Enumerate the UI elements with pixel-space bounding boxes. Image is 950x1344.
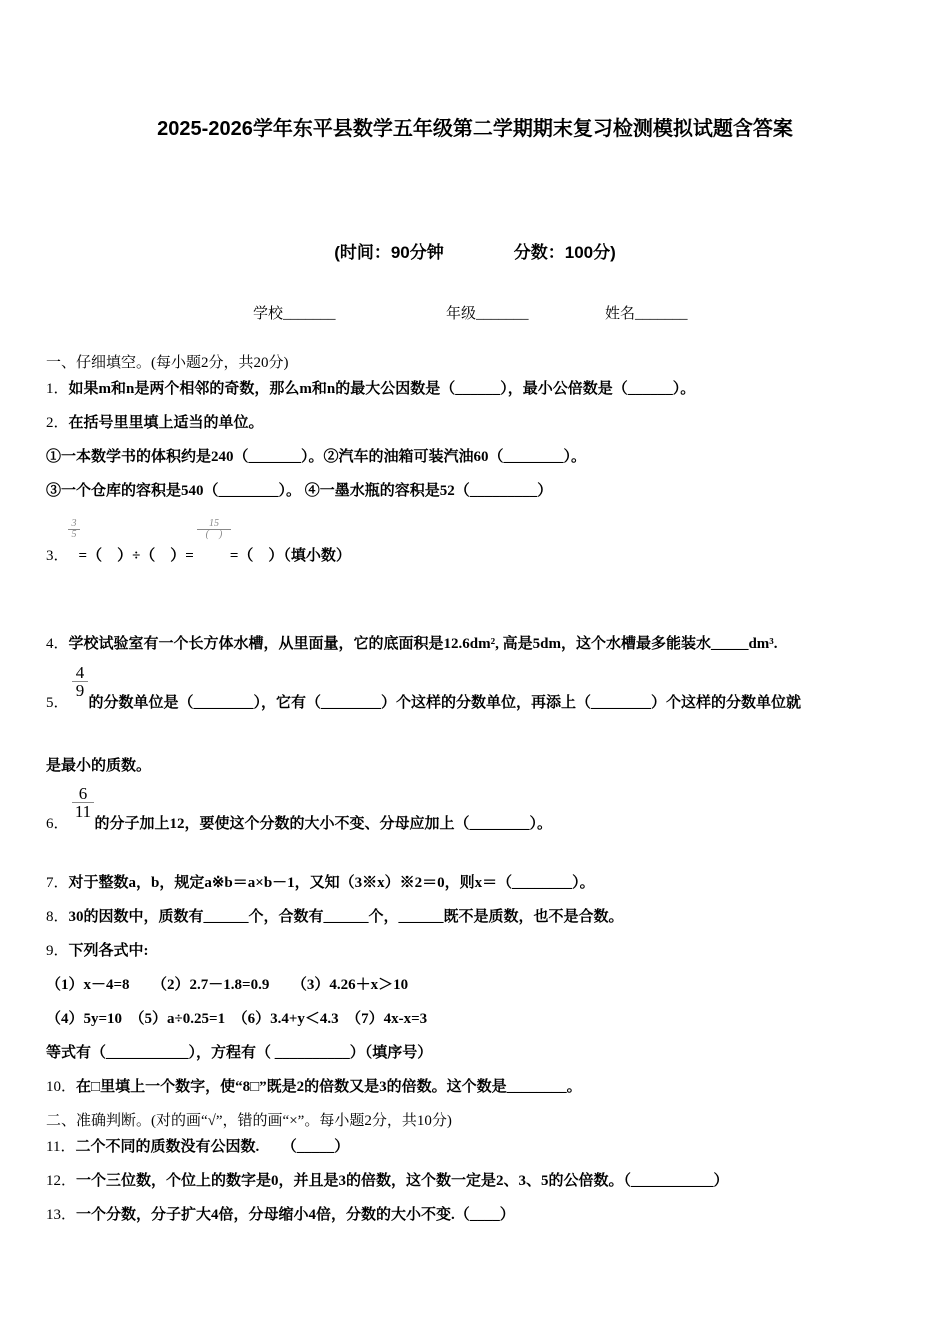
fraction-denominator: 5 <box>71 529 77 540</box>
question-text: 一个三位数，个位上的数字是0，并且是3的倍数，这个数一定是2、3、5的公倍数。（___________） <box>76 1173 729 1189</box>
question-number: 12． <box>46 1173 77 1189</box>
fraction-denominator: ( ) <box>205 529 223 540</box>
question-12 <box>46 1169 729 1190</box>
score-label: 分数：100分) <box>513 243 616 262</box>
question-text: 对于整数a，b，规定a※b＝a×b－1，又知（3※x）※2＝0，则x＝（________）。 <box>68 875 595 891</box>
fraction-numerator: 4 <box>75 663 85 682</box>
question-number: 7． <box>46 875 69 891</box>
question-text: 下列各式中: <box>68 943 149 959</box>
question-number: 9． <box>46 943 69 959</box>
question-text: 学校试验室有一个长方体水槽，从里面量，它的底面积是12.6dm², 高是5dm，这个水槽最多能装水_____dm³. <box>68 636 778 652</box>
exam-subtitle <box>0 238 950 263</box>
question-number: 6． <box>46 816 69 832</box>
name-field: 姓名_______ <box>605 306 688 322</box>
question-10 <box>46 1075 582 1096</box>
question-number: 11． <box>46 1139 76 1155</box>
question-text: 在□里填上一个数字，使“8□”既是2的倍数又是3的倍数。这个数是________。 <box>76 1079 582 1095</box>
question-2-line-b: ③一个仓库的容积是540（________）。 ④一墨水瓶的容积是52（_________） <box>46 483 553 499</box>
time-label: (时间：90分钟 <box>334 243 444 262</box>
question-text: 的分数单位是（________），它有（________）个这样的分数单位，再添上（________）个这样的分数单位就 <box>88 695 802 711</box>
question-number: 3． <box>46 548 69 564</box>
question-4 <box>46 632 778 653</box>
question-number: 5． <box>46 695 69 711</box>
question-text: 二个不同的质数没有公因数. （_____） <box>75 1139 350 1155</box>
section-2-heading: 二、准确判断。(对的画“√”，错的画“×”。每小题2分，共10分) <box>46 1113 452 1129</box>
question-part-2: =（ ）（填小数） <box>229 548 351 564</box>
question-9-line-c: 等式有（___________），方程有（ __________）（填序号） <box>46 1045 433 1061</box>
question-number: 8． <box>46 909 69 925</box>
question-8 <box>46 905 624 926</box>
fraction-numerator: 3 <box>71 518 77 529</box>
grade-field: 年级_______ <box>446 306 529 322</box>
question-5-continued: 是最小的质数。 <box>46 758 152 774</box>
question-number: 10． <box>46 1079 77 1095</box>
question-9-line-b: （4）5y=10 （5）a÷0.25=1 （6）3.4+y＜4.3 （7）4x-x=3 <box>46 1011 428 1027</box>
question-7 <box>46 871 595 892</box>
question-number: 2． <box>46 415 69 431</box>
question-text: 在括号里里填上适当的单位。 <box>68 415 264 431</box>
school-field: 学校_______ <box>253 306 336 322</box>
question-6 <box>46 812 552 833</box>
question-text: 如果m和n是两个相邻的奇数，那么m和n的最大公因数是（______），最小公倍数是（______）。 <box>68 381 696 397</box>
question-text: 30的因数中，质数有______个，合数有______个，______既不是质数，也不是合数。 <box>68 909 624 925</box>
question-number: 13． <box>46 1207 77 1223</box>
fraction-15-blank <box>197 519 231 540</box>
fraction-denominator: 9 <box>75 681 85 700</box>
fraction-numerator: 6 <box>78 784 88 803</box>
question-13 <box>46 1203 515 1224</box>
question-5 <box>46 691 801 712</box>
question-number: 4． <box>46 636 69 652</box>
question-number: 1． <box>46 381 69 397</box>
question-9-line-a: （1）x－4=8 （2）2.7－1.8=0.9 （3）4.26＋x＞10 <box>46 977 409 993</box>
fraction-3-5 <box>68 519 80 540</box>
exam-title: 2025-2026学年东平县数学五年级第二学期期末复习检测模拟试题含答案 <box>157 118 793 140</box>
question-part-1: =（ ）÷（ ）= <box>78 548 194 564</box>
question-text: 一个分数，分子扩大4倍，分母缩小4倍，分数的大小不变.（____） <box>76 1207 515 1223</box>
fraction-numerator: 15 <box>209 518 219 529</box>
question-2 <box>46 411 264 432</box>
fraction-denominator: 11 <box>74 802 92 821</box>
section-1-heading: 一、仔细填空。(每小题2分，共20分) <box>46 355 289 371</box>
question-2-line-a: ①一本数学书的体积约是240（_______）。②汽车的油箱可装汽油60（________）。 <box>46 449 587 465</box>
question-3 <box>46 544 351 565</box>
question-text: 的分子加上12，要使这个分数的大小不变、分母应加上（________）。 <box>94 816 553 832</box>
question-11 <box>46 1135 349 1156</box>
question-9 <box>46 939 149 960</box>
question-1 <box>46 377 695 398</box>
